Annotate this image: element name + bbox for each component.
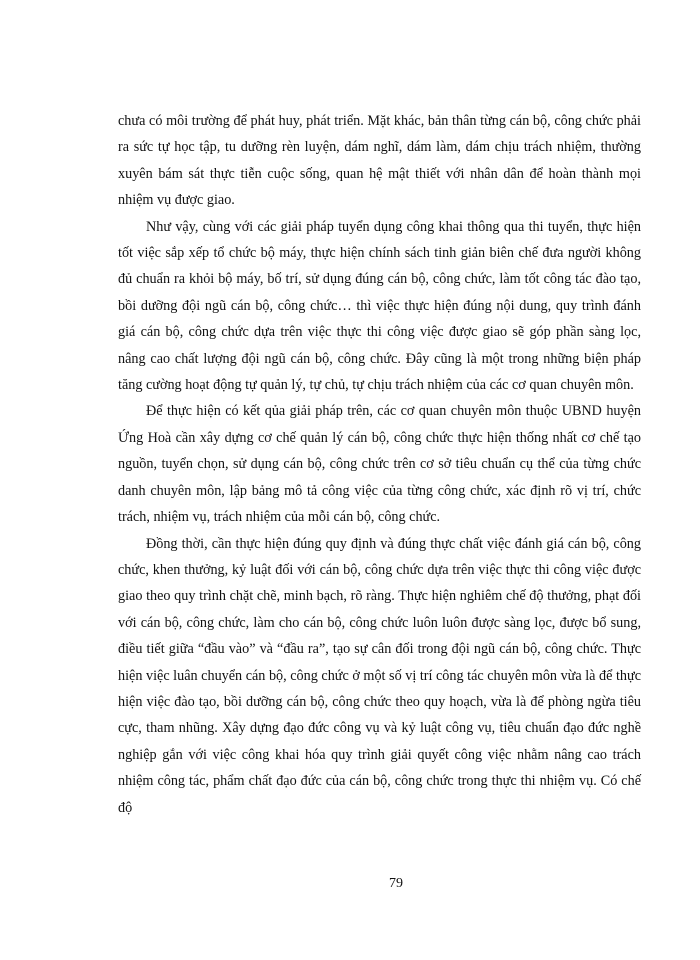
page-number: 79	[389, 876, 403, 891]
paragraph-management: Để thực hiện có kết qủa giải pháp trên, các cơ quan chuyên môn thuộc UBND huyện Ứng Hoà cần xây dựng cơ chế quản lý cán bộ, công chức thực hiện thống nhất cơ chế tạo nguồn, tuyển chọn, sử dụng cán bộ, công chức trên cơ sở tiêu chuẩn cụ thể của từng chức danh chuyên môn, lập bảng mô tả công việc của từng công chức, xác định rõ vị trí, chức trách, nhiệm vụ, trách nhiệm của mỗi cán bộ, công chức.	[118, 403, 641, 526]
page-body	[118, 108, 641, 821]
paragraph-solutions: Như vậy, cùng với các giải pháp tuyển dụng công khai thông qua thi tuyển, thực hiện tốt việc sắp xếp tổ chức bộ máy, thực hiện chính sách tinh giản biên chế đưa người không đủ chuẩn ra khỏi bộ máy, bố trí, sử dụng đúng cán bộ, công chức, làm tốt công tác đào tạo, bồi dưỡng đội ngũ cán bộ, công chức… thì việc thực hiện đúng nội dung, quy trình đánh giá cán bộ, công chức dựa trên việc thực thi công việc được giao sẽ góp phần sàng lọc, nâng cao chất lượng đội ngũ cán bộ, công chức. Đây cũng là một trong những biện pháp tăng cường hoạt động tự quản lý, tự chủ, tự chịu trách nhiệm của các cơ quan chuyên môn.	[118, 218, 641, 394]
paragraph-evaluation: Đồng thời, cần thực hiện đúng quy định và đúng thực chất việc đánh giá cán bộ, công chức, khen thưởng, kỷ luật đối với cán bộ, công chức dựa trên việc thực thi công việc được giao theo quy trình chặt chẽ, minh bạch, rõ ràng. Thực hiện nghiêm chế độ thưởng, phạt đối với cán bộ, công chức, làm cho cán bộ, công chức luôn luôn được sàng lọc, được bổ sung, điều tiết giữa “đầu vào” và “đầu ra”, tạo sự cân đối trong đội ngũ cán bộ, công chức. Thực hiện việc luân chuyển cán bộ, công chức ở một số vị trí công tác chuyên môn vừa là để thực hiện việc đào tạo, bồi dưỡng cán bộ, công chức theo quy hoạch, vừa là để phòng ngừa tiêu cực, tham nhũng. Xây dựng đạo đức công vụ và kỷ luật công vụ, tiêu chuẩn đạo đức nghề nghiệp gắn với việc công khai hóa quy trình giải quyết công việc nhằm nâng cao trách nhiệm công tác, phẩm chất đạo đức của cán bộ, công chức trong thực thi nhiệm vụ. Có chế độ	[118, 535, 641, 816]
paragraph-continued: chưa có môi trường để phát huy, phát triển. Mặt khác, bản thân từng cán bộ, công chức phải ra sức tự học tập, tu dưỡng rèn luyện, dám nghĩ, dám làm, dám chịu trách nhiệm, thường xuyên bám sát thực tiễn cuộc sống, quan hệ mật thiết với nhân dân để hoàn thành mọi nhiệm vụ được giao.	[118, 113, 641, 209]
